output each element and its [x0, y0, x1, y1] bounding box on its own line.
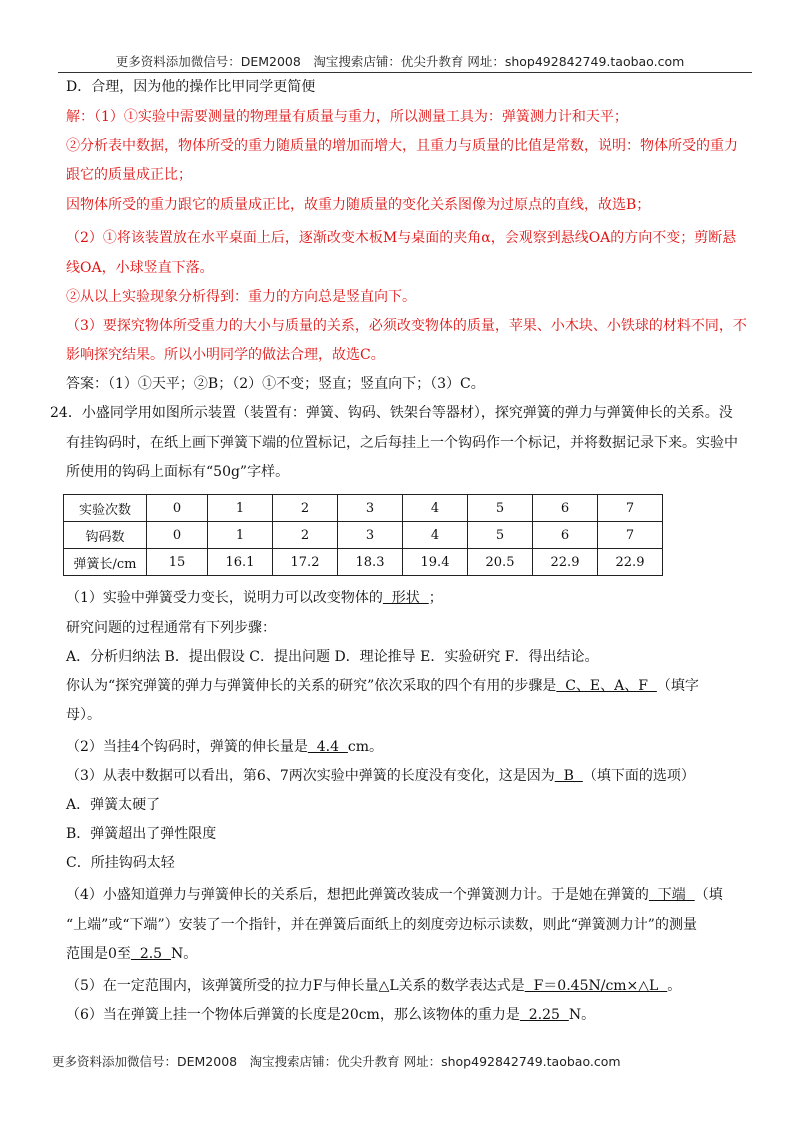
part3-option-c: C．所挂钩码太轻	[66, 855, 175, 871]
table-cell: 7	[598, 522, 663, 549]
part1-line	[66, 588, 443, 608]
table-cell: 17.2	[273, 549, 338, 576]
part3-line	[66, 766, 695, 786]
solution-line-7: ②从以上实验现象分析得到：重力的方向总是竖直向下。	[66, 289, 416, 305]
solution-line-2: ②分析表中数据，物体所受的重力随质量的增加而增大，且重力与质量的比值是常数，说明：物体所受的重力	[66, 138, 738, 154]
part1c-line: 母）。	[66, 707, 101, 723]
part4c-answer: 2.5	[130, 946, 171, 962]
part3-text: （3）从表中数据可以看出，第6、7两次实验中弹簧的长度没有变化，这是因为	[66, 768, 555, 784]
part2-answer: 4.4	[307, 739, 348, 755]
table-cell: 15	[147, 549, 208, 576]
q24-line-1: 24．小盛同学用如图所示装置（装置有：弹簧、钩码、铁架台等器材），探究弹簧的弹力与弹簧伸长的关系。没	[50, 405, 733, 421]
solution-line-9: 影响探究结果。所以小明同学的做法合理，故选C。	[66, 347, 385, 363]
table-cell: 0	[147, 522, 208, 549]
table-cell: 2	[273, 495, 338, 522]
part5-post: 。	[667, 978, 682, 994]
table-row	[64, 549, 663, 576]
part6-answer: 2.25	[519, 1007, 569, 1023]
part3-answer: B	[554, 768, 583, 784]
table-cell: 6	[533, 495, 598, 522]
table-cell: 实验次数	[64, 495, 147, 522]
table-cell: 22.9	[598, 549, 663, 576]
table-cell: 19.4	[403, 549, 468, 576]
part3-post: （填下面的选项）	[582, 768, 695, 784]
part1-answer: 形状	[382, 590, 429, 606]
table-cell: 钩码数	[64, 522, 147, 549]
solution-line-4: 因物体所受的重力跟它的质量成正比，故重力随质量的变化关系图像为过原点的直线，故选B；	[66, 197, 651, 213]
part1b-line	[66, 676, 699, 696]
part5-text: （5）在一定范围内，该弹簧所受的拉力F与伸长量△L关系的数学表达式是	[66, 978, 525, 994]
steps-intro: 研究问题的过程通常有下列步骤：	[66, 620, 276, 636]
part5-line	[66, 976, 681, 996]
solution-line-8: （3）要探究物体所受重力的大小与质量的关系，必须改变物体的质量，苹果、小木块、小铁球的材料不同，不	[66, 318, 747, 334]
part1b-answer: C、E、A、F	[556, 678, 657, 694]
q24-line-3: 所使用的钩码上面标有“50g”字样。	[66, 464, 290, 480]
table-cell: 20.5	[468, 549, 533, 576]
table-cell: 18.3	[338, 549, 403, 576]
part4c-text: 范围是0至	[66, 946, 131, 962]
answer-line: 答案：（1）①天平；②B；（2）①不变；竖直；竖直向下；（3）C。	[66, 376, 485, 392]
solution-line-3: 跟它的质量成正比；	[66, 167, 192, 183]
part4b-line: “上端”或“下端”）安装了一个指针，并在弹簧后面纸上的刻度旁边标示读数，则此“弹簧测力计”的测量	[66, 917, 697, 933]
steps-list: A．分析归纳法 B．提出假设 C．提出问题 D．理论推导 E．实验研究 F．得出结论。	[66, 649, 599, 665]
part1b-text: 你认为“探究弹簧的弹力与弹簧伸长的关系的研究”依次采取的四个有用的步骤是	[66, 678, 557, 694]
table-cell: 7	[598, 495, 663, 522]
header-divider	[58, 72, 752, 73]
table-row	[64, 495, 663, 522]
table-cell: 5	[468, 522, 533, 549]
part4-line	[66, 885, 723, 905]
solution-line-5: （2）①将该装置放在水平桌面上后，逐渐改变木板M与桌面的夹角α，会观察到悬线OA的方向不变；剪断悬	[66, 230, 737, 246]
part3-option-a: A．弹簧太硬了	[66, 797, 161, 813]
table-cell: 4	[403, 495, 468, 522]
part4-answer: 下端	[648, 887, 695, 903]
part1-text: （1）实验中弹簧受力变长，说明力可以改变物体的	[66, 590, 383, 606]
table-cell: 弹簧长/cm	[64, 549, 147, 576]
table-cell: 5	[468, 495, 533, 522]
part4c-line	[66, 944, 197, 964]
part4c-post: N。	[171, 946, 198, 962]
part4-text: （4）小盛知道弹力与弹簧伸长的关系后，想把此弹簧改装成一个弹簧测力计。于是她在弹簧的	[66, 887, 649, 903]
part1b-post: （填字	[656, 678, 699, 694]
table-cell: 0	[147, 495, 208, 522]
part2-post: cm。	[347, 739, 384, 755]
page-footer: 更多资料添加微信号：DEM2008 淘宝搜索店铺：优尖升教育 网址：shop492842749.taobao.com	[52, 1054, 621, 1069]
table-cell: 6	[533, 522, 598, 549]
solution-line-6: 线OA，小球竖直下落。	[66, 260, 214, 276]
part6-text: （6）当在弹簧上挂一个物体后弹簧的长度是20cm，那么该物体的重力是	[66, 1007, 520, 1023]
table-cell: 1	[208, 522, 273, 549]
page-header: 更多资料添加微信号：DEM2008 淘宝搜索店铺：优尖升教育 网址：shop492842749.taobao.com	[115, 54, 685, 69]
q24-line-2: 有挂钩码时，在纸上画下弹簧下端的位置标记，之后每挂上一个钩码作一个标记，并将数据记录下来。实验中	[66, 435, 738, 451]
solution-line-1: 解：（1）①实验中需要测量的物理量有质量与重力，所以测量工具为：弹簧测力计和天平；	[66, 109, 628, 125]
table-cell: 16.1	[208, 549, 273, 576]
table-cell: 3	[338, 522, 403, 549]
part6-post: N。	[568, 1007, 596, 1023]
part5-answer: F＝0.45N/cm×△L	[524, 978, 668, 994]
table-row	[64, 522, 663, 549]
part4-post: （填	[694, 887, 723, 903]
part3-option-b: B．弹簧超出了弹性限度	[66, 826, 217, 842]
table-cell: 3	[338, 495, 403, 522]
table-cell: 1	[208, 495, 273, 522]
table-cell: 4	[403, 522, 468, 549]
part2-line	[66, 737, 383, 757]
part2-text: （2）当挂4个钩码时，弹簧的伸长量是	[66, 739, 308, 755]
part1-post: ；	[428, 590, 443, 606]
table-cell: 2	[273, 522, 338, 549]
data-table	[63, 494, 663, 576]
table-cell: 22.9	[533, 549, 598, 576]
option-d: D．合理，因为他的操作比甲同学更简便	[66, 79, 316, 95]
part6-line	[66, 1005, 595, 1025]
